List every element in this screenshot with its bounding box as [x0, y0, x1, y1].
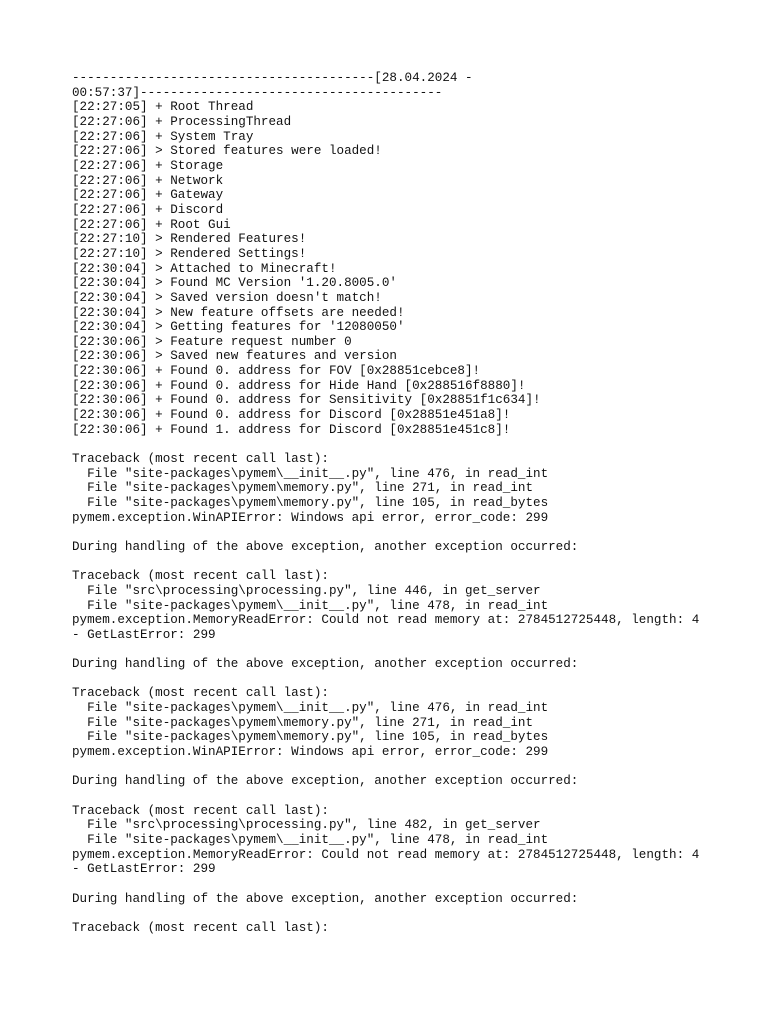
log-line: [22:30:06] + Found 1. address for Discord [0x28851e451c8]! [72, 422, 511, 437]
log-line: Traceback (most recent call last): [72, 686, 329, 701]
log-line: File "site-packages\pymem\__init__.py", line 476, in read_int [72, 701, 549, 716]
log-line: Traceback (most recent call last): [72, 452, 329, 467]
log-line [72, 555, 732, 570]
log-line [72, 877, 732, 892]
log-line: File "site-packages\pymem\__init__.py", line 478, in read_int [72, 833, 549, 848]
log-line: Traceback (most recent call last): [72, 803, 329, 818]
log-line: Traceback (most recent call last): [72, 569, 329, 584]
log-line: pymem.exception.WinAPIError: Windows api error, error_code: 299 [72, 510, 549, 525]
log-line: During handling of the above exception, another exception occurred: [72, 657, 579, 672]
log-line [72, 906, 732, 921]
log-line: [22:27:06] + Storage [72, 158, 224, 173]
log-line: During handling of the above exception, another exception occurred: [72, 539, 579, 554]
log-line: [22:27:06] + Network [72, 173, 224, 188]
log-line: [22:30:04] > Saved version doesn't match! [72, 290, 382, 305]
log-line: [22:30:06] > Saved new features and version [72, 349, 397, 364]
log-line: [22:30:06] + Found 0. address for Sensitivity [0x28851f1c634]! [72, 393, 541, 408]
log-line [72, 643, 732, 658]
log-line: During handling of the above exception, another exception occurred: [72, 774, 579, 789]
log-line: [22:27:10] > Rendered Features! [72, 232, 307, 247]
log-line: [22:30:04] > New feature offsets are needed! [72, 305, 405, 320]
log-line [72, 437, 732, 452]
log-line: - GetLastError: 299 [72, 627, 216, 642]
log-line [72, 525, 732, 540]
log-line: [22:30:06] + Found 0. address for FOV [0x28851cebce8]! [72, 364, 481, 379]
log-line: [22:30:06] + Found 0. address for Hide Hand [0x288516f8880]! [72, 378, 526, 393]
log-line: File "src\processing\processing.py", line 482, in get_server [72, 818, 541, 833]
log-line: ----------------------------------------[28.04.2024 - [72, 71, 473, 85]
log-line: pymem.exception.MemoryReadError: Could not read memory at: 2784512725448, length: 4 [72, 613, 700, 628]
log-line: [22:30:04] > Getting features for '12080050' [72, 320, 405, 335]
log-line: [22:27:06] + Root Gui [72, 217, 231, 232]
log-line: File "site-packages\pymem\memory.py", line 105, in read_bytes [72, 730, 549, 745]
log-line: [22:27:10] > Rendered Settings! [72, 246, 307, 261]
log-line: - GetLastError: 299 [72, 862, 216, 877]
log-line: [22:27:06] + System Tray [72, 129, 254, 144]
log-line: [22:27:06] > Stored features were loaded! [72, 144, 382, 159]
log-line: File "site-packages\pymem\memory.py", line 271, in read_int [72, 481, 534, 496]
log-line: File "site-packages\pymem\memory.py", line 271, in read_int [72, 715, 534, 730]
log-line: [22:27:06] + Discord [72, 202, 224, 217]
log-line: File "src\processing\processing.py", line 446, in get_server [72, 583, 541, 598]
log-line: [22:30:06] > Feature request number 0 [72, 334, 352, 349]
log-line: [22:30:06] + Found 0. address for Discord [0x28851e451a8]! [72, 408, 511, 423]
log-line [72, 760, 732, 775]
log-line [72, 789, 732, 804]
log-line: File "site-packages\pymem\__init__.py", line 478, in read_int [72, 598, 549, 613]
log-line: 00:57:37]---------------------------------------- [72, 85, 443, 100]
log-line: Traceback (most recent call last): [72, 920, 329, 935]
log-line: File "site-packages\pymem\__init__.py", line 476, in read_int [72, 466, 549, 481]
log-line: pymem.exception.WinAPIError: Windows api error, error_code: 299 [72, 745, 549, 760]
log-line: [22:27:05] + Root Thread [72, 100, 254, 115]
log-line: During handling of the above exception, another exception occurred: [72, 891, 579, 906]
log-line: [22:30:04] > Attached to Minecraft! [72, 261, 337, 276]
log-line: [22:27:06] + Gateway [72, 188, 224, 203]
log-line [72, 672, 732, 687]
log-line: [22:27:06] + ProcessingThread [72, 114, 292, 129]
log-line: pymem.exception.MemoryReadError: Could not read memory at: 2784512725448, length: 4 [72, 847, 700, 862]
log-line: [22:30:04] > Found MC Version '1.20.8005.0' [72, 276, 397, 291]
log-line: File "site-packages\pymem\memory.py", line 105, in read_bytes [72, 496, 549, 511]
log-text-block [72, 71, 732, 936]
